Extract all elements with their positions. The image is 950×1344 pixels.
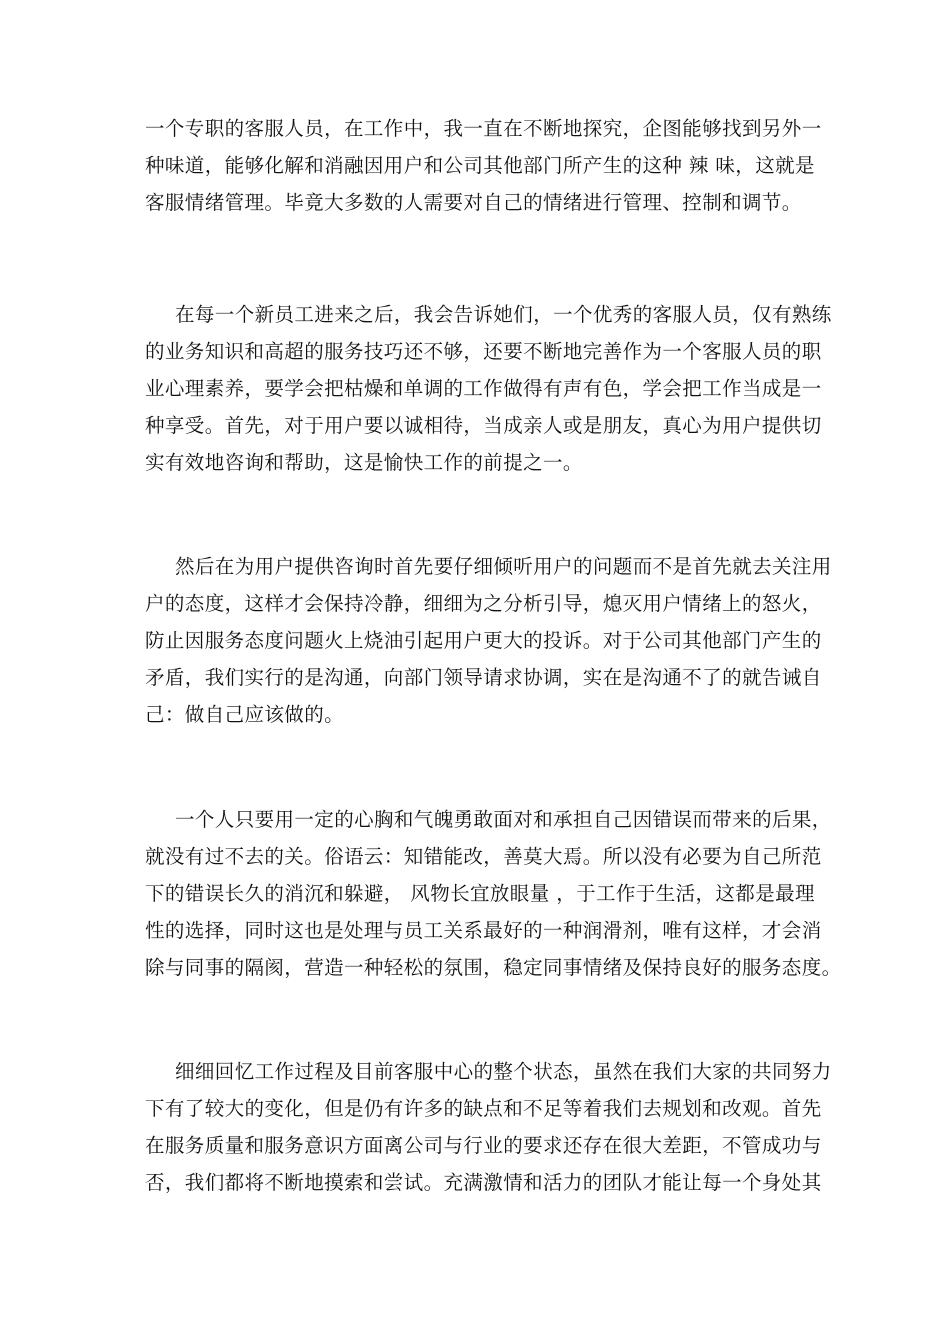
text-line: 业心理素养，要学会把枯燥和单调的工作做得有声有色，学会把工作当成是一 (145, 377, 822, 400)
text-line: 种享受。首先，对于用户要以诚相待，当成亲人或是朋友，真心为用户提供切 (145, 414, 822, 437)
paragraph-5 (145, 1053, 832, 1201)
text-line: 在每一个新员工进来之后，我会告诉她们，一个优秀的客服人员，仅有熟练 (175, 303, 832, 326)
text-line: 客服情绪管理。毕竟大多数的人需要对自己的情绪进行管理、控制和调节。 (145, 191, 802, 214)
text-line: 的业务知识和高超的服务技巧还不够，还要不断地完善作为一个客服人员的职 (145, 340, 822, 363)
text-line: 下有了较大的变化，但是仍有许多的缺点和不足等着我们去规划和改观。首先 (145, 1097, 822, 1120)
text-line: 矛盾，我们实行的是沟通，向部门领导请求协调，实在是沟通不了的就告诫自 (145, 666, 822, 689)
text-line: 一个人只要用一定的心胸和气魄勇敢面对和承担自己因错误而带来的后果， (175, 808, 832, 831)
text-line: 否，我们都将不断地摸索和尝试。充满激情和活力的团队才能让每一个身处其 (145, 1171, 822, 1194)
text-line: 种味道，能够化解和消融因用户和公司其他部门所产生的这种 辣 味，这就是 (145, 154, 815, 177)
text-line: 性的选择，同时这也是处理与员工关系最好的一种润滑剂，唯有这样，才会消 (145, 919, 822, 942)
paragraph-1 (145, 110, 822, 221)
text-line: 防止因服务态度问题火上烧油引起用户更大的投诉。对于公司其他部门产生的 (145, 629, 822, 652)
text-line: 除与同事的隔阂，营造一种轻松的氛围，稳定同事情绪及保持良好的服务态度。 (145, 956, 842, 979)
paragraph-3 (145, 548, 832, 733)
text-line: 细细回忆工作过程及目前客服中心的整个状态，虽然在我们大家的共同努力 (175, 1060, 832, 1083)
text-line: 在服务质量和服务意识方面离公司与行业的要求还存在很大差距，不管成功与 (145, 1134, 822, 1157)
paragraph-4 (145, 801, 842, 986)
text-line: 一个专职的客服人员，在工作中，我一直在不断地探究，企图能够找到另外一 (145, 117, 822, 140)
text-line: 就没有过不去的关。俗语云：知错能改，善莫大焉。所以没有必要为自己所范 (145, 845, 822, 868)
paragraph-2 (145, 296, 832, 481)
text-line: 己：做自己应该做的。 (145, 703, 345, 726)
text-line: 户的态度，这样才会保持冷静，细细为之分析引导，熄灭用户情绪上的怒火， (145, 592, 822, 615)
text-line: 然后在为用户提供咨询时首先要仔细倾听用户的问题而不是首先就去关注用 (175, 555, 832, 578)
text-line: 下的错误长久的消沉和躲避， 风物长宜放眼量 ，于工作于生活，这都是最理 (145, 882, 815, 905)
text-line: 实有效地咨询和帮助，这是愉快工作的前提之一。 (145, 451, 583, 474)
